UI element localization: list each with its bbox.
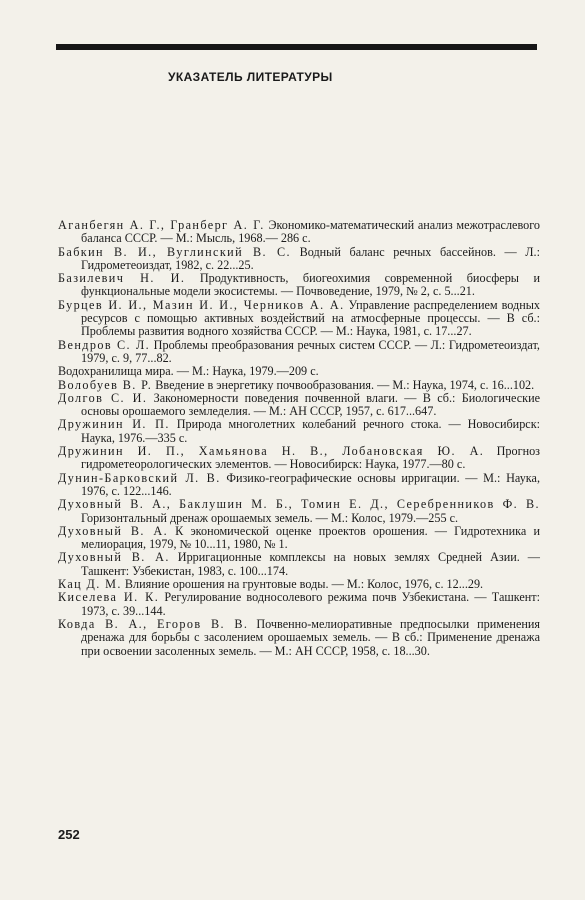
reference-text: Природа многолетних колебаний речного стока. — Новосибирск: Наука, 1976.—335 с. xyxy=(81,417,540,445)
reference-text: Прогноз гидрометеорологических элементов. — Новосибирск: Наука, 1977.—80 с. xyxy=(81,444,540,472)
reference-text: Водный баланс речных бассейнов. — Л.: Гидрометеоиздат, 1982, с. 22...25. xyxy=(81,244,540,272)
reference-authors: Дунин-Барковский Л. В. xyxy=(58,470,221,485)
reference-authors: Долгов С. И. xyxy=(58,390,148,405)
reference-authors: Кац Д. М. xyxy=(58,577,122,592)
reference-text: Проблемы преобразования речных систем СССР. — Л.: Гидрометеоиздат, 1979, с. 9, 77...82. xyxy=(81,337,540,365)
top-rule xyxy=(56,44,537,50)
reference-authors: Аганбегян А. Г., Гранберг А. Г. xyxy=(58,218,265,232)
reference-text: Экономико-математический анализ межотраслевого баланса СССР. — М.: Мысль, 1968.— 286 с. xyxy=(81,218,540,246)
reference-entry xyxy=(58,472,540,499)
reference-text: К экономической оценке проектов орошения. — Гидротехника и мелиорация, 1979, № 10...11, 1980, № 1. xyxy=(81,523,540,552)
reference-entry xyxy=(58,365,540,378)
reference-text: Закономерности поведения почвенной влаги. — В сб.: Биологические основы орошаемого земледелия. — М.: АН СССР, 1957, с. 617...647. xyxy=(81,390,540,419)
reference-entry xyxy=(58,392,540,419)
reference-entry xyxy=(58,445,540,472)
reference-text: Физико-географические основы ирригации. — М.: Наука, 1976, с. 122...146. xyxy=(81,470,540,498)
reference-text: Продуктивность, биогеохимия современной биосферы и функциональные модели экосистемы. — Почвоведение, 1979, № 2, с. 5...21. xyxy=(81,271,541,299)
reference-entry xyxy=(58,219,540,246)
reference-entry xyxy=(58,246,540,273)
reference-authors: Волобуев В. Р. xyxy=(58,377,153,392)
reference-text: Введение в энергетику почвообразования. — М.: Наука, 1974, с. 16...102. xyxy=(155,377,535,392)
reference-text: Почвенно-мелиоративные предпосылки применения дренажа для борьбы с засолением орошаемых земель. — В сб.: Применение дренажа при освоении засоленных земель. — М.: АН СССР, 1958, с. 18...30. xyxy=(81,616,540,658)
reference-text: Влияние орошения на грунтовые воды. — М.: Колос, 1976, с. 12...29. xyxy=(124,577,484,592)
reference-entry xyxy=(58,578,540,591)
section-heading: УКАЗАТЕЛЬ ЛИТЕРАТУРЫ xyxy=(168,70,333,84)
reference-entry xyxy=(58,498,540,525)
reference-entry xyxy=(58,525,540,552)
reference-authors: Духовный В. А. xyxy=(58,523,169,538)
reference-entry xyxy=(58,379,540,392)
reference-entry xyxy=(58,591,540,618)
reference-authors: Киселева И. К. xyxy=(58,590,160,605)
reference-text: Регулирование водносолевого режима почв Узбекистана. — Ташкент: 1973, с. 39...144. xyxy=(81,590,541,618)
reference-authors: Дружинин И. П. xyxy=(58,417,170,432)
reference-text: Управление распределением водных ресурсов с помощью активных воздействий на атмосферные процессы. — В сб.: Проблемы развития водного хозяйства СССР. — М.: Наука, 1981, с. 17...27. xyxy=(81,297,541,339)
reference-entry xyxy=(58,418,540,445)
reference-authors: Духовный В. А. xyxy=(58,550,170,565)
reference-entry xyxy=(58,339,540,366)
reference-authors: Бурцев И. И., Мазин И. И., Черников А. А. xyxy=(58,297,345,312)
reference-authors: Бабкин В. И., Вуглинский В. С. xyxy=(58,244,291,259)
reference-authors: Ковда В. А., Егоров В. В. xyxy=(58,616,249,631)
reference-entry xyxy=(58,618,540,658)
reference-entry xyxy=(58,272,540,299)
reference-entry xyxy=(58,299,540,339)
reference-text: Водохранилища мира. — М.: Наука, 1979.—209 с. xyxy=(58,364,319,379)
reference-authors: Дружинин И. П., Хамьянова Н. В., Лобановская Ю. А. xyxy=(58,444,485,459)
reference-entry xyxy=(58,551,540,578)
reference-list xyxy=(58,219,540,658)
page-number: 252 xyxy=(58,827,80,842)
reference-authors: Базилевич Н. И. xyxy=(58,271,186,286)
reference-text: Горизонтальный дренаж орошаемых земель. — М.: Колос, 1979.—255 с. xyxy=(81,510,459,525)
reference-authors: Вендров С. Л. xyxy=(58,337,151,352)
reference-authors: Духовный В. А., Баклушин М. Б., Томин Е. Д., Серебренников Ф. В. xyxy=(58,497,540,512)
reference-text: Ирригационные комплексы на новых землях Средней Азии. — Ташкент: Узбекистан, 1983, с. 100...174. xyxy=(81,550,540,578)
